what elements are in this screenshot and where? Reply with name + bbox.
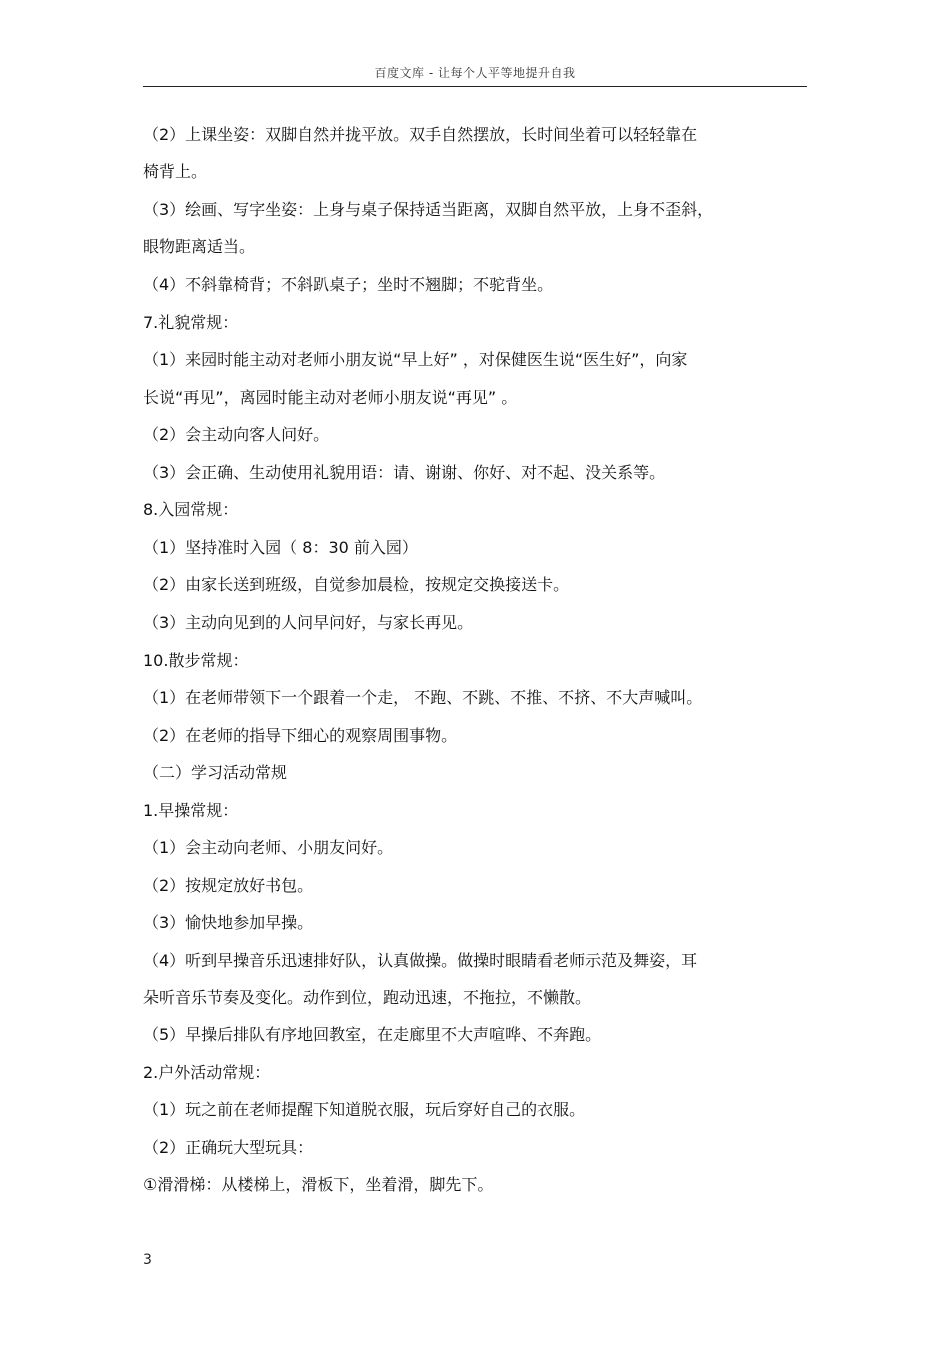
text-line: 朵听音乐节奏及变化。动作到位，跑动迅速，不拖拉，不懒散。	[143, 988, 592, 1007]
text-line: 眼物距离适当。	[143, 237, 256, 256]
text-line: （4）听到早操音乐迅速排好队，认真做操。做操时眼睛看老师示范及舞姿，耳	[143, 951, 698, 970]
text-line: （5）早操后排队有序地回教室，在走廊里不大声喧哗、不奔跑。	[143, 1025, 602, 1044]
text-line: （1）坚持准时入园（ 8：30 前入园）	[143, 538, 418, 557]
text-line: （2）在老师的指导下细心的观察周围事物。	[143, 726, 458, 745]
text-line: （3）会正确、生动使用礼貌用语：请、谢谢、你好、对不起、没关系等。	[143, 463, 666, 482]
text-line: （1）来园时能主动对老师小朋友说“早上好” ，对保健医生说“医生好”，向家	[143, 350, 688, 369]
section-heading: 8.入园常规：	[143, 500, 239, 519]
text-line: （1）玩之前在老师提醒下知道脱衣服，玩后穿好自己的衣服。	[143, 1100, 586, 1119]
text-line: 长说“再见”，离园时能主动对老师小朋友说“再见” 。	[143, 388, 518, 407]
text-line: （2）正确玩大型玩具：	[143, 1138, 314, 1157]
section-heading: 10.散步常规：	[143, 651, 249, 670]
text-line: （1）会主动向老师、小朋友问好。	[143, 838, 394, 857]
text-line: （2）按规定放好书包。	[143, 876, 314, 895]
section-heading: 2.户外活动常规：	[143, 1063, 271, 1082]
text-line: （2）由家长送到班级，自觉参加晨检，按规定交换接送卡。	[143, 575, 570, 594]
page-number: 3	[143, 1252, 152, 1268]
text-line: （4）不斜靠椅背；不斜趴桌子；坐时不翘脚；不驼背坐。	[143, 275, 554, 294]
text-line: （1）在老师带领下一个跟着一个走， 不跑、不跳、不推、不挤、不大声喊叫。	[143, 688, 703, 707]
header-rule	[143, 86, 807, 87]
text-line: （2）上课坐姿：双脚自然并拢平放。双手自然摆放，长时间坐着可以轻轻靠在	[143, 125, 698, 144]
text-line: （3）主动向见到的人问早问好，与家长再见。	[143, 613, 474, 632]
text-line: ①滑滑梯：从楼梯上，滑板下，坐着滑，脚先下。	[143, 1175, 494, 1194]
text-line: 椅背上。	[143, 162, 208, 181]
section-heading: 1.早操常规：	[143, 801, 239, 820]
section-heading: 7.礼貌常规：	[143, 313, 239, 332]
text-line: （3）绘画、写字坐姿：上身与桌子保持适当距离，双脚自然平放，上身不歪斜，	[143, 200, 714, 219]
page-header: 百度文库 - 让每个人平等地提升自我	[374, 66, 576, 80]
section-heading: （二）学习活动常规	[143, 763, 288, 782]
text-line: （3）愉快地参加早操。	[143, 913, 314, 932]
text-line: （2）会主动向客人问好。	[143, 425, 330, 444]
